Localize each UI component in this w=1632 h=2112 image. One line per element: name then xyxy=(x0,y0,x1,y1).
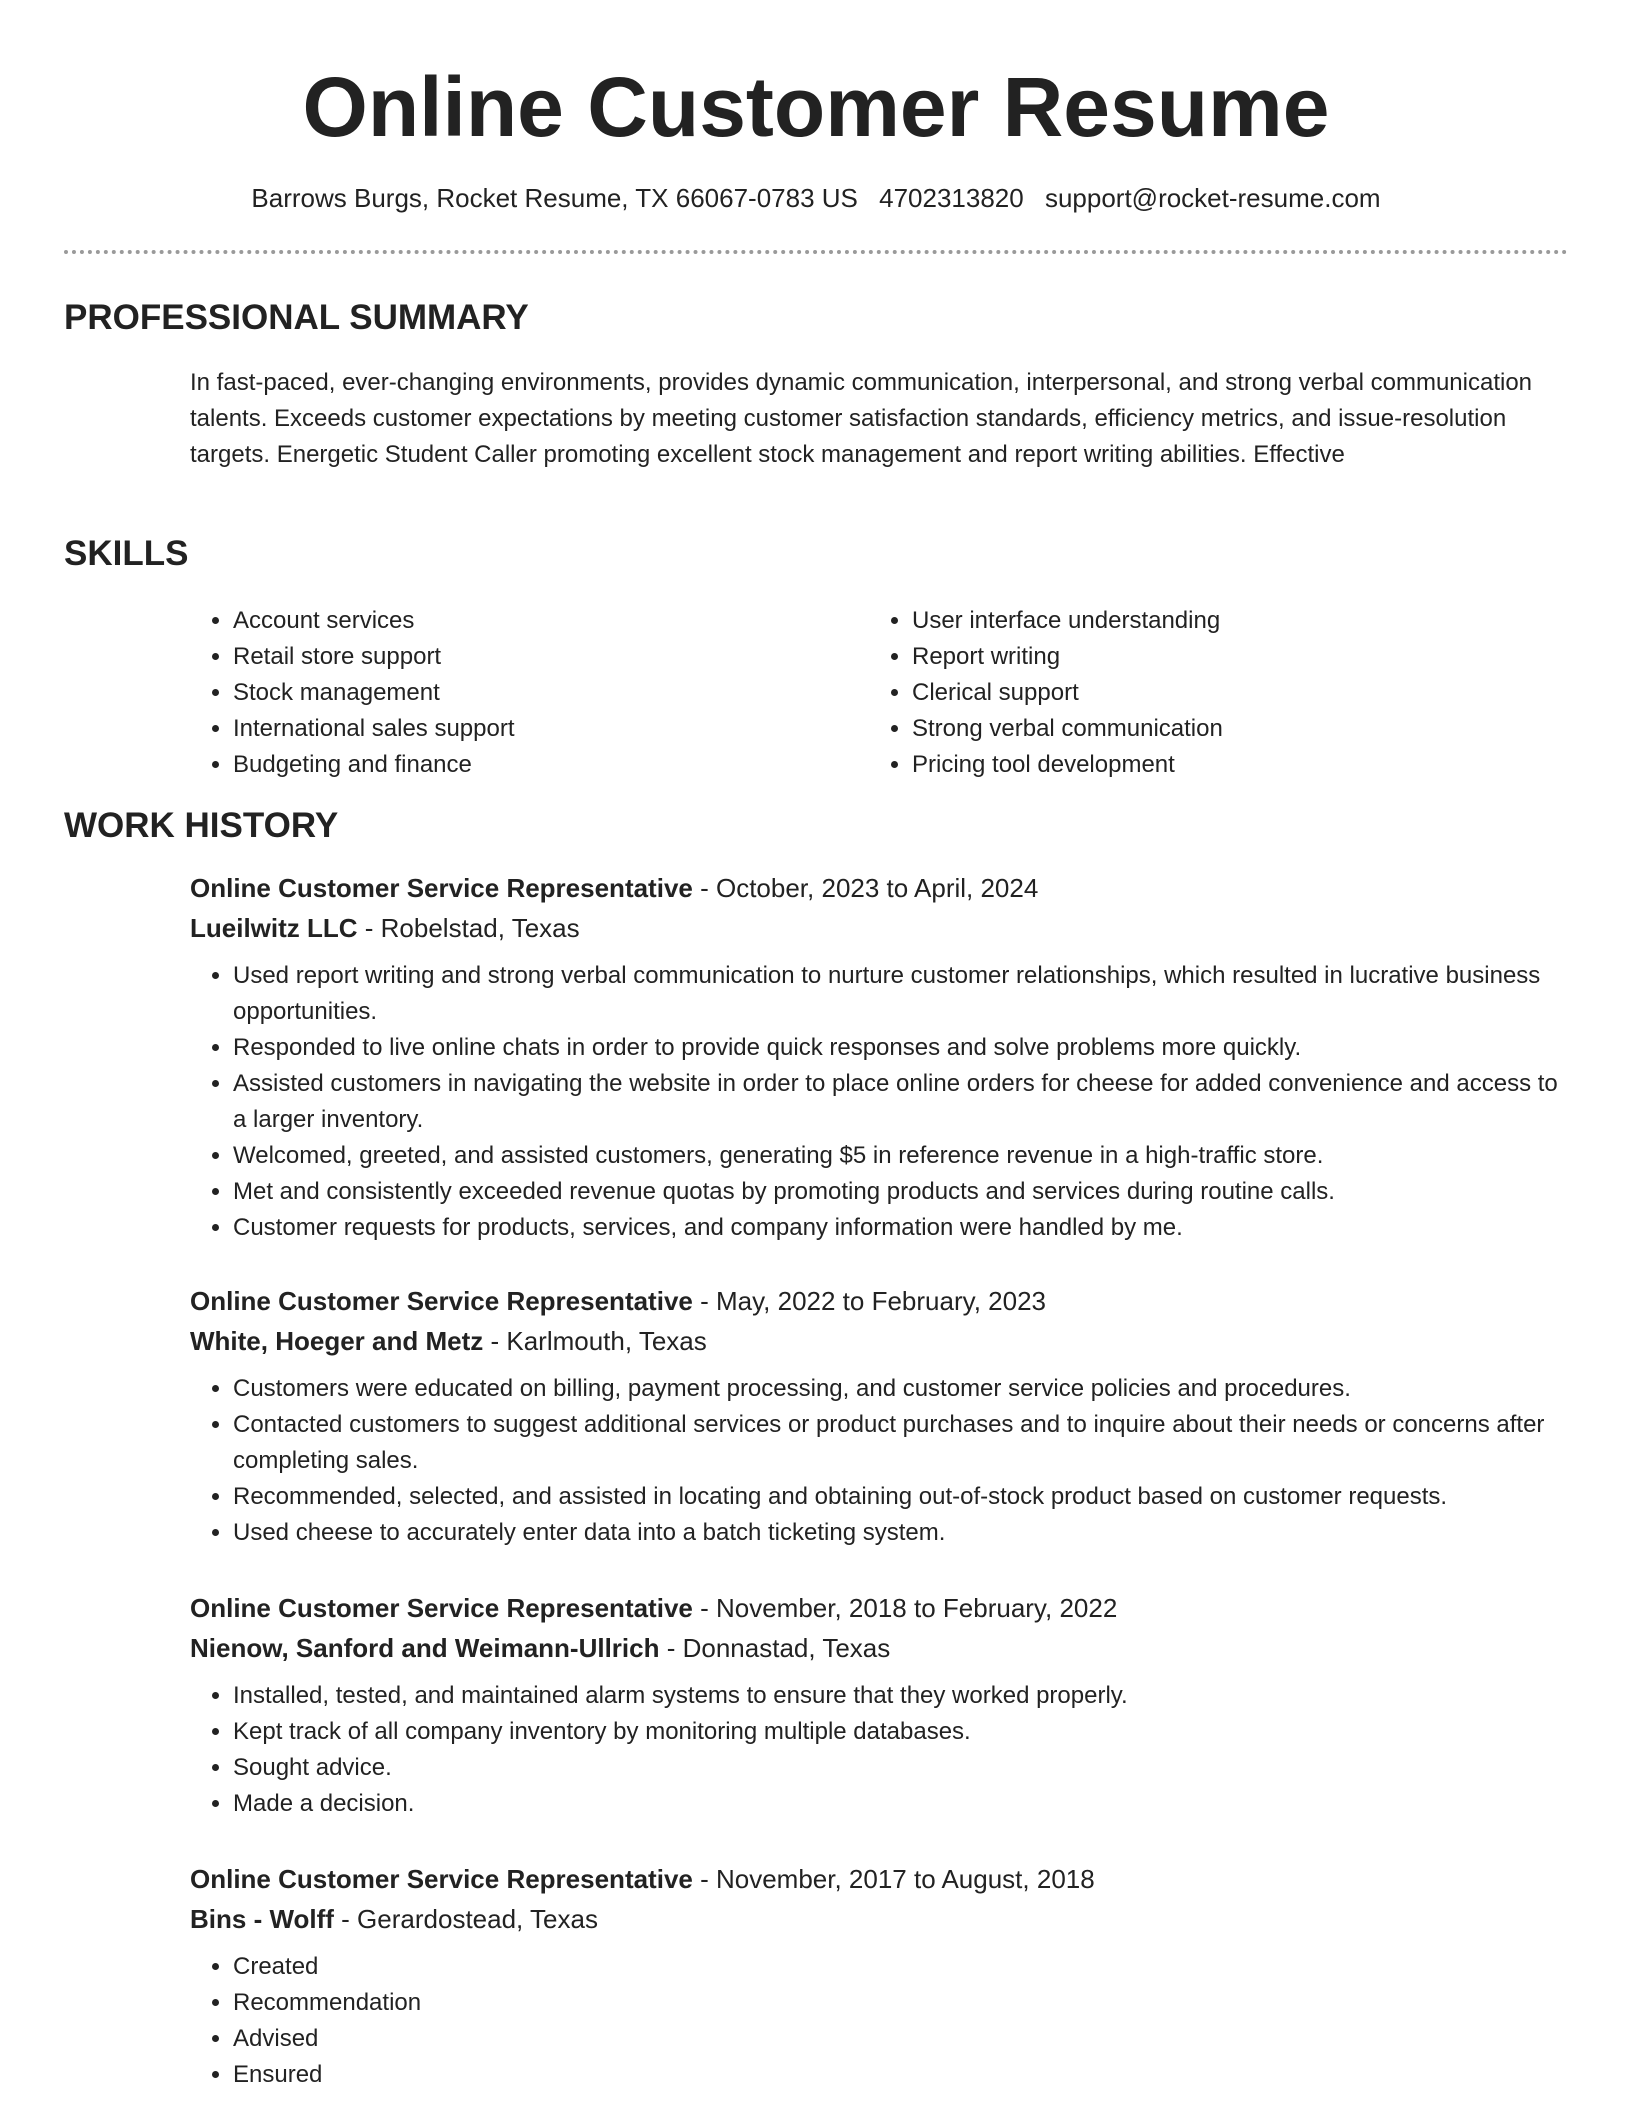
skill-item: • Stock management xyxy=(233,675,869,711)
job-title-line xyxy=(190,1588,1570,1628)
header-divider xyxy=(64,250,1568,254)
job-bullet: • Used cheese to accurately enter data into a batch ticketing system. xyxy=(233,1515,1570,1551)
job-bullet: • Welcomed, greeted, and assisted customers, generating $5 in reference revenue in a high-traffic store. xyxy=(233,1138,1570,1174)
job-dates: - November, 2017 to August, 2018 xyxy=(692,1864,1095,1894)
job-bullet: • Responded to live online chats in order to provide quick responses and solve problems more quickly. xyxy=(233,1030,1570,1066)
job-title: Online Customer Service Representative xyxy=(190,1864,693,1894)
job-location: - Donnastad, Texas xyxy=(659,1633,891,1663)
contact-phone: 4702313820 xyxy=(879,183,1024,213)
skill-item: • Budgeting and finance xyxy=(233,747,869,783)
summary-heading: PROFESSIONAL SUMMARY xyxy=(64,298,529,337)
contact-info xyxy=(0,180,1632,216)
job-bullets xyxy=(190,1371,1570,1551)
job-entry xyxy=(190,1281,1570,1551)
job-bullet: • Ensured xyxy=(233,2057,1570,2093)
skill-item: • Account services xyxy=(233,603,869,639)
job-title-line xyxy=(190,1859,1570,1899)
job-bullet: • Recommended, selected, and assisted in locating and obtaining out-of-stock product based on customer requests. xyxy=(233,1479,1570,1515)
job-location: - Robelstad, Texas xyxy=(357,913,580,943)
job-bullets xyxy=(190,1949,1570,2093)
job-bullet: • Made a decision. xyxy=(233,1786,1570,1822)
job-bullets xyxy=(190,1678,1570,1822)
skills-column-left xyxy=(190,603,869,783)
job-dates: - November, 2018 to February, 2022 xyxy=(692,1593,1118,1623)
skills-heading: SKILLS xyxy=(64,534,189,573)
job-bullet: • Used report writing and strong verbal communication to nurture customer relationships, which resulted in lucrative business opportunities. xyxy=(233,958,1570,1030)
job-dates: - May, 2022 to February, 2023 xyxy=(692,1286,1046,1316)
job-company-line xyxy=(190,1628,1570,1668)
skill-item: • Retail store support xyxy=(233,639,869,675)
contact-email: support@rocket-resume.com xyxy=(1044,183,1381,213)
job-title: Online Customer Service Representative xyxy=(190,873,693,903)
skill-item: • User interface understanding xyxy=(912,603,1548,639)
skill-item: • Report writing xyxy=(912,639,1548,675)
job-bullet: • Created xyxy=(233,1949,1570,1985)
job-company: Bins - Wolff xyxy=(190,1904,334,1934)
job-location: - Gerardostead, Texas xyxy=(333,1904,598,1934)
job-entry xyxy=(190,868,1570,1246)
job-entry xyxy=(190,1859,1570,2093)
skill-item: • International sales support xyxy=(233,711,869,747)
skills-list xyxy=(190,603,1570,783)
job-location: - Karlmouth, Texas xyxy=(483,1326,707,1356)
work-history-heading: WORK HISTORY xyxy=(64,806,339,845)
job-company: Nienow, Sanford and Weimann-Ullrich xyxy=(190,1633,660,1663)
job-bullet: • Contacted customers to suggest additional services or product purchases and to inquire about their needs or concerns after completing sales. xyxy=(233,1407,1570,1479)
job-bullets xyxy=(190,958,1570,1246)
summary-text: In fast-paced, ever-changing environments, provides dynamic communication, interpersonal, and strong verbal communication talents. Exceeds customer expectations by meeting customer satisfaction standards, efficiency metrics, and issue-resolution targets. Energetic Student Caller promoting excellent stock management and report writing abilities. Effective xyxy=(190,369,1533,468)
job-bullet: • Kept track of all company inventory by monitoring multiple databases. xyxy=(233,1714,1570,1750)
job-bullet: • Assisted customers in navigating the website in order to place online orders for cheese for added convenience and access to a larger inventory. xyxy=(233,1066,1570,1138)
job-company-line xyxy=(190,1321,1570,1361)
job-bullet: • Met and consistently exceeded revenue quotas by promoting products and services during routine calls. xyxy=(233,1174,1570,1210)
job-title-line xyxy=(190,1281,1570,1321)
skills-column-right xyxy=(869,603,1548,783)
job-dates: - October, 2023 to April, 2024 xyxy=(692,873,1039,903)
skill-item: • Clerical support xyxy=(912,675,1548,711)
job-company-line xyxy=(190,1899,1570,1939)
job-company-line xyxy=(190,908,1570,948)
skill-item: • Strong verbal communication xyxy=(912,711,1548,747)
job-title: Online Customer Service Representative xyxy=(190,1593,693,1623)
job-bullet: • Customer requests for products, services, and company information were handled by me. xyxy=(233,1210,1570,1246)
skill-item: • Pricing tool development xyxy=(912,747,1548,783)
job-title-line xyxy=(190,868,1570,908)
job-bullet: • Sought advice. xyxy=(233,1750,1570,1786)
job-bullet: • Customers were educated on billing, payment processing, and customer service policies and procedures. xyxy=(233,1371,1570,1407)
job-title: Online Customer Service Representative xyxy=(190,1286,693,1316)
resume-name: Online Customer Resume xyxy=(302,60,1330,154)
contact-address: Barrows Burgs, Rocket Resume, TX 66067-0783 US xyxy=(251,183,858,213)
job-bullet: • Recommendation xyxy=(233,1985,1570,2021)
job-company: Lueilwitz LLC xyxy=(190,913,358,943)
job-entry xyxy=(190,1588,1570,1822)
job-company: White, Hoeger and Metz xyxy=(190,1326,484,1356)
job-bullet: • Installed, tested, and maintained alarm systems to ensure that they worked properly. xyxy=(233,1678,1570,1714)
job-bullet: • Advised xyxy=(233,2021,1570,2057)
